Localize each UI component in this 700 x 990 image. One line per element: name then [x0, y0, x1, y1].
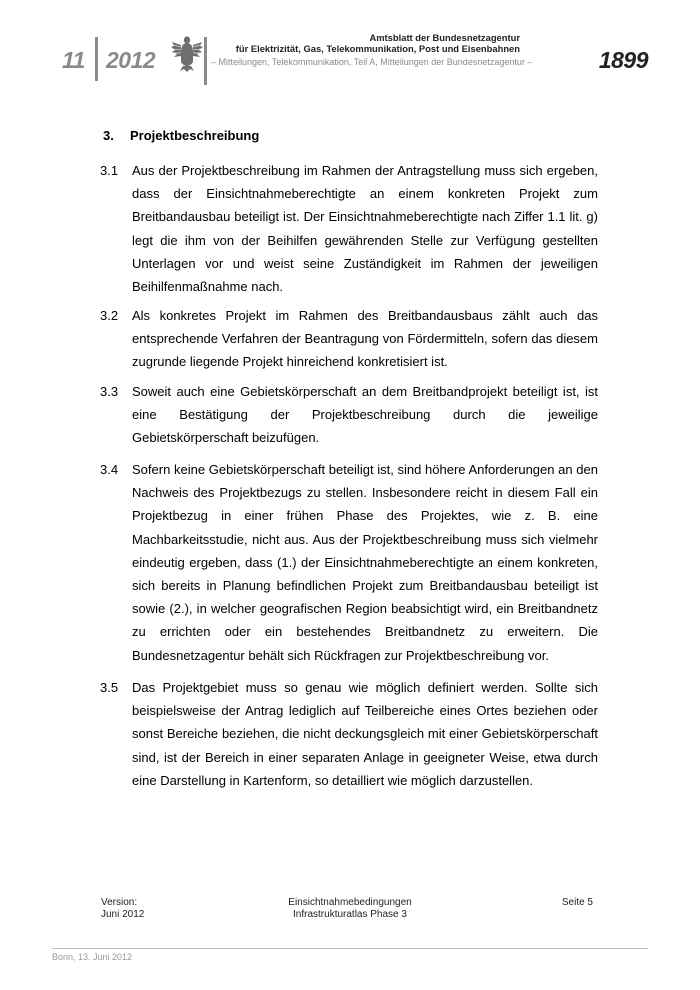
footer-publication-date: Bonn, 13. Juni 2012 — [52, 952, 133, 962]
issue-year: 2012 — [106, 47, 156, 73]
gazette-title: Amtsblatt der Bundesnetzagentur — [369, 32, 520, 43]
footer-version — [101, 897, 144, 921]
paragraph-number: 3.3 — [100, 384, 119, 399]
section-heading — [103, 128, 259, 143]
paragraph-3-2 — [100, 304, 598, 374]
paragraph-text: Als konkretes Projekt im Rahmen des Breitbandausbaus zählt auch das entsprechende Verfahren der Beantragung von Fördermitteln, sofern das diesem zugrunde liegende Projekt hinreichend konkretisiert ist. — [132, 308, 598, 370]
footer-document-title — [250, 897, 450, 921]
paragraph-number: 3.4 — [100, 462, 119, 477]
header-divider — [95, 37, 98, 81]
section-title: Projektbeschreibung — [130, 128, 260, 143]
footer-version-label: Version: — [101, 897, 138, 908]
gazette-title-subline: für Elektrizität, Gas, Telekommunikation, Post und Eisenbahnen — [235, 43, 520, 54]
footer-doc-title-line1: Einsichtnahmebedingungen — [288, 897, 412, 908]
paragraph-text: Aus der Projektbeschreibung im Rahmen der Antragstellung muss sich ergeben, dass der Einsichtnahmeberechtigte an einem konkreten Projekt zum Breitbandausbau beteiligt ist. Der Einsichtnahmeberechtigte nach Ziffer 1.1 lit. g) legt die ihm von der Beihilfen gewährenden Stelle zur Verfügung gestellten Unterlagen vor und weist seine Zuständigkeit im Rahmen der jeweiligen Beihilfenmaßnahme nach. — [132, 163, 598, 295]
paragraph-number: 3.5 — [100, 680, 119, 695]
paragraph-text: Das Projektgebiet muss so genau wie möglich definiert werden. Sollte sich beispielsweise der Antrag lediglich auf Teilbereiche eines Ortes beziehen oder sonst Bereiche beziehen, die nicht deckungsgleich mit einer Gebietskörperschaft sind, ist der Bereich in einer separaten Anlage in geeigneter Weise, etwa durch eine Darstellung in Kartenform, so detailliert wie möglich darzustellen. — [132, 680, 598, 788]
page-number: 1899 — [598, 47, 648, 73]
paragraph-number: 3.1 — [100, 163, 119, 178]
paragraph-3-1 — [100, 159, 598, 298]
issue-number: 11 — [62, 47, 85, 73]
section-number: 3. — [103, 128, 114, 143]
footer-page-label: Seite 5 — [561, 897, 593, 908]
footer-version-date: Juni 2012 — [101, 909, 145, 920]
footer-doc-title-line2: Infrastrukturatlas Phase 3 — [293, 909, 407, 920]
paragraph-3-3 — [100, 380, 598, 450]
paragraph-text: Soweit auch eine Gebietskörperschaft an dem Breitbandprojekt beteiligt ist, ist eine Bestätigung der Projektbeschreibung durch die jeweilige Gebietskörperschaft beizufügen. — [132, 384, 598, 446]
paragraph-number: 3.2 — [100, 308, 119, 323]
paragraph-3-5 — [100, 676, 598, 792]
gazette-section-subtitle: – Mitteilungen, Telekommunikation, Teil A, Mitteilungen der Bundesnetzagentur – — [211, 57, 533, 67]
paragraph-text: Sofern keine Gebietskörperschaft beteiligt ist, sind höhere Anforderungen an den Nachweis des Projektbezugs zu stellen. Insbesondere reicht in diesem Fall ein Projektbezug in einer frühen Phase des Projektes, wie z. B. eine Machbarkeitsstudie, nicht aus. Aus der Projektbeschreibung muss sich vielmehr eindeutig ergeben, dass (1.) der Einsichtnahmeberechtigte an einem konkreten, sich bereits in Planung befindlichen Projekt zum Breitbandausbau beteiligt ist sowie (2.), in welcher geografischen Region beabsichtigt wird, ein Breitbandnetz zu errichten oder ein bestehendes Breitbandnetz zu erweitern. Die Bundesnetzagentur behält sich Rückfragen zur Projektbeschreibung vor. — [132, 462, 598, 663]
footer-divider — [52, 948, 648, 949]
paragraph-3-4 — [100, 458, 598, 667]
